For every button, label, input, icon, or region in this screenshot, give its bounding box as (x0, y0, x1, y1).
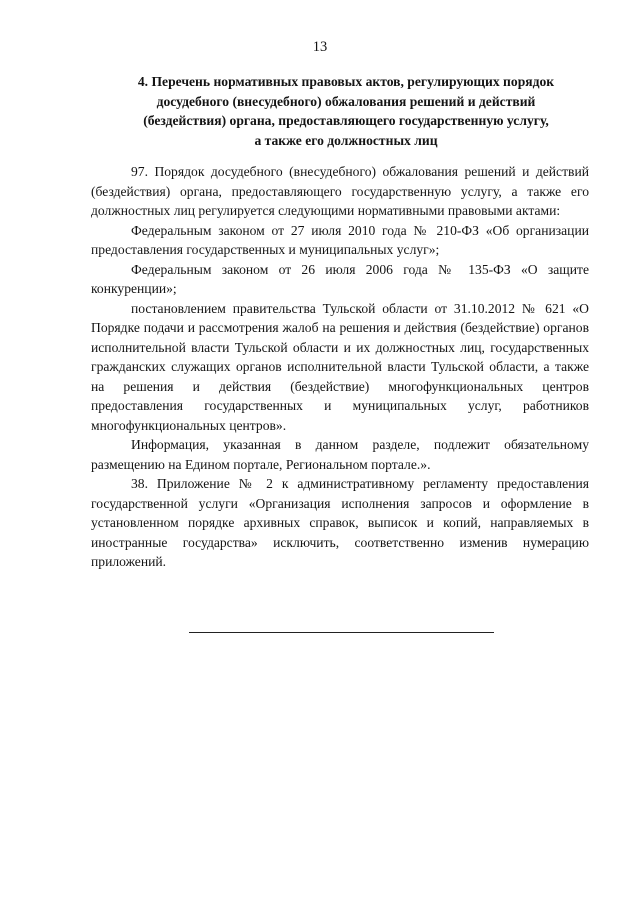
heading-line: 4. Перечень нормативных правовых актов, регулирующих порядок (137, 74, 555, 89)
paragraph-item-38: 38. Приложение № 2 к административному регламенту предоставления государственной услуги «Организация исполнения запросов и оформление в установленном порядке архивных справок, выписок и копий, направляемых в иностранные государства» исключить, соответственно изменив нумерацию приложений. (91, 476, 589, 569)
document-body (91, 162, 589, 572)
page-number: 13 (312, 39, 328, 55)
paragraph-item-97: 97. Порядок досудебного (внесудебного) обжалования решений и действий (бездействия) органа, предоставляющего государственную услугу, а также его должностных лиц регулируется следующими нормативными правовыми актами: (91, 164, 589, 218)
heading-line: (бездействия) органа, предоставляющего государственную услугу, (143, 113, 549, 128)
paragraph-information-placement: Информация, указанная в данном разделе, подлежит обязательному размещению на Едином портале, Региональном портале.». (91, 437, 589, 472)
signature-line (189, 632, 494, 633)
section-heading (96, 72, 596, 150)
paragraph-resolution-621: постановлением правительства Тульской области от 31.10.2012 № 621 «О Порядке подачи и рассмотрения жалоб на решения и действия (бездействие) органов исполнительной власти Тульской области и их должностных лиц, государственных гражданских служащих органов исполнительной власти Тульской области, а также на решения и действия (бездействие) многофункциональных центров предоставления государственных и муниципальных услуг, работников многофункциональных центров». (91, 300, 589, 433)
heading-line: а также его должностных лиц (254, 132, 438, 148)
paragraph-federal-law-135: Федеральным законом от 26 июля 2006 года № 135-ФЗ «О защите конкуренции»; (91, 261, 589, 296)
paragraph-federal-law-210: Федеральным законом от 27 июля 2010 года № 210-ФЗ «Об организации предоставления государственных и муниципальных услуг»; (91, 222, 589, 257)
heading-line: досудебного (внесудебного) обжалования решений и действий (156, 93, 536, 109)
